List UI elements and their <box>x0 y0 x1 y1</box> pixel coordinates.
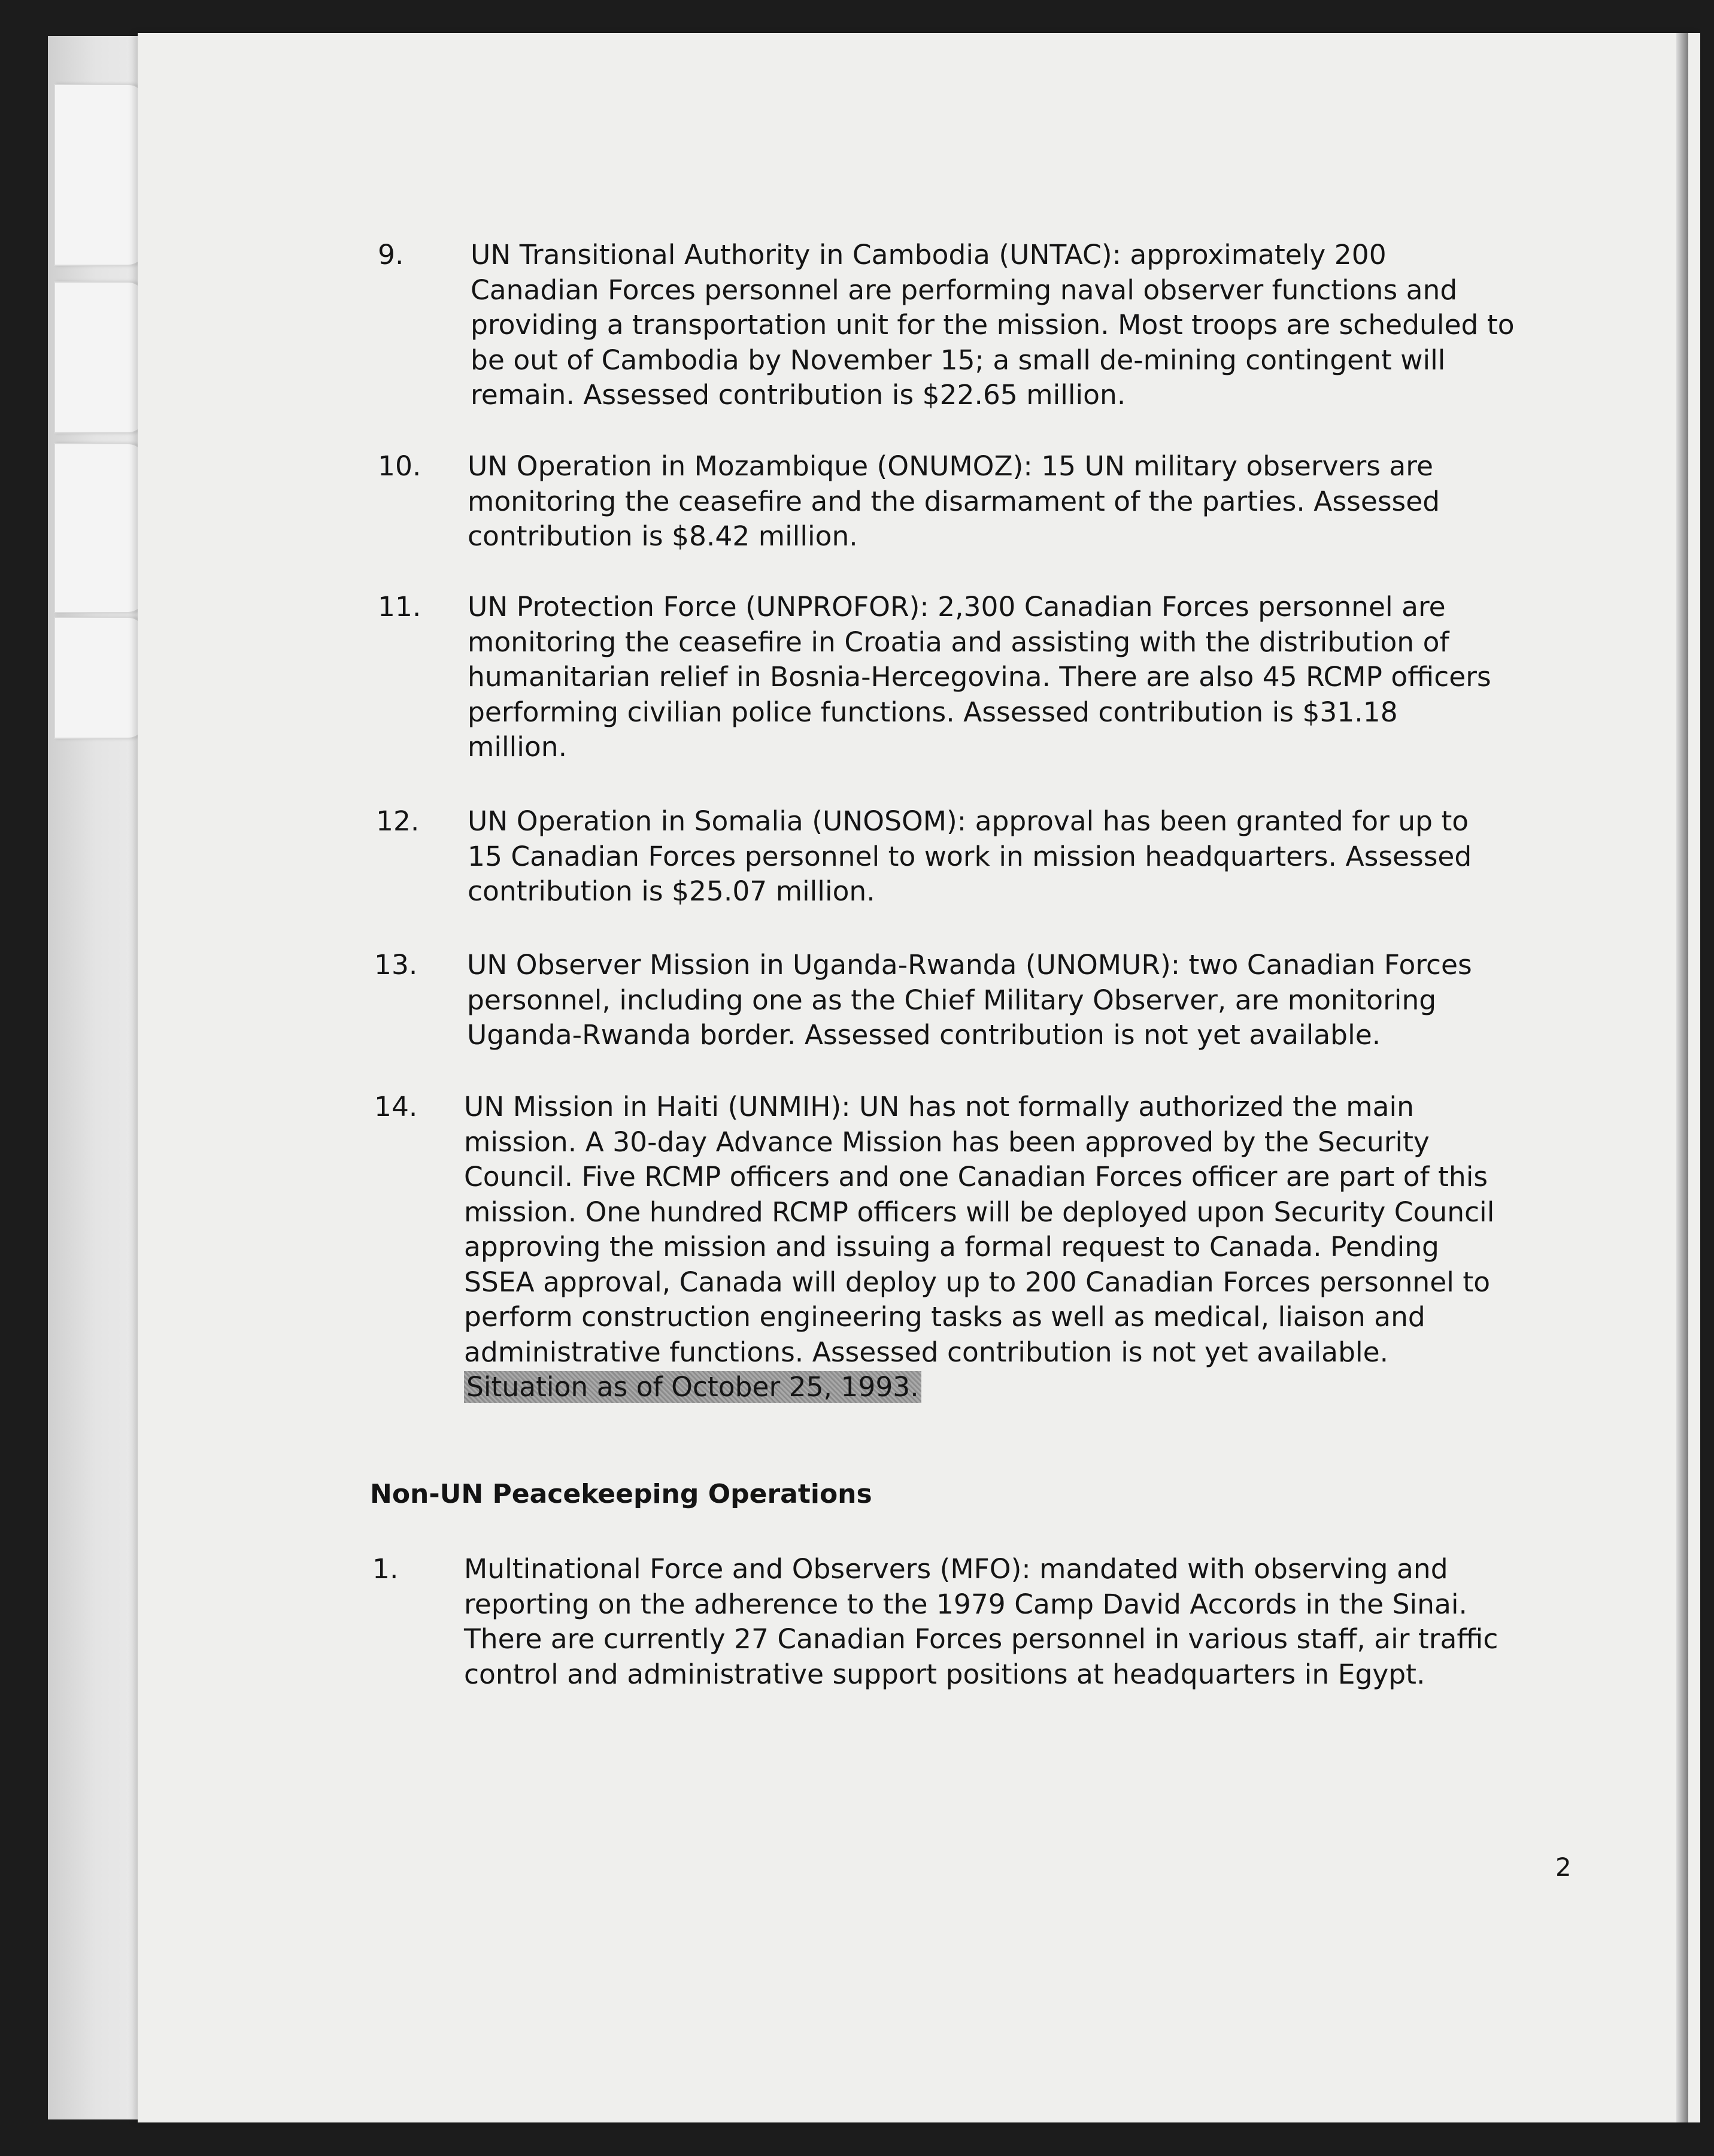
text-line: providing a transportation unit for the mission. Most troops are scheduled to <box>471 309 1515 341</box>
text-line: million. <box>468 731 568 763</box>
text-line: control and administrative support positions at headquarters in Egypt. <box>464 1658 1425 1690</box>
item-number: 13. <box>374 949 418 981</box>
text-line: UN Transitional Authority in Cambodia (UNTAC): approximately 200 <box>471 239 1387 271</box>
item-text <box>464 1552 1601 1692</box>
text-line: personnel, including one as the Chief Military Observer, are monitoring <box>467 984 1437 1016</box>
text-line: UN Mission in Haiti (UNMIH): UN has not formally authorized the main <box>464 1091 1414 1123</box>
text-line: perform construction engineering tasks as well as medical, liaison and <box>464 1301 1425 1333</box>
text-line: SSEA approval, Canada will deploy up to 200 Canadian Forces personnel to <box>464 1266 1491 1298</box>
text-line: mission. One hundred RCMP officers will be deployed upon Security Council <box>464 1196 1495 1228</box>
text-line: Canadian Forces personnel are performing naval observer functions and <box>471 274 1458 306</box>
text-line <box>464 1370 1601 1405</box>
item-text <box>468 590 1605 765</box>
text-line: UN Operation in Somalia (UNOSOM): approval has been granted for up to <box>468 805 1469 837</box>
text-line: There are currently 27 Canadian Forces personnel in various staff, air traffic <box>464 1623 1498 1655</box>
item-number: 12. <box>376 805 420 837</box>
text-line: humanitarian relief in Bosnia-Hercegovina. There are also 45 RCMP officers <box>468 661 1491 693</box>
text-line: Multinational Force and Observers (MFO): mandated with observing and <box>464 1553 1448 1585</box>
text-line: UN Protection Force (UNPROFOR): 2,300 Canadian Forces personnel are <box>468 591 1446 623</box>
item-text <box>468 804 1605 909</box>
text-line: approving the mission and issuing a formal request to Canada. Pending <box>464 1231 1439 1263</box>
text-line: be out of Cambodia by November 15; a small de-mining contingent will <box>471 344 1446 376</box>
text-line: contribution is $25.07 million. <box>468 875 875 907</box>
item-text <box>467 948 1604 1053</box>
text-line: remain. Assessed contribution is $22.65 million. <box>471 379 1126 411</box>
item-text <box>471 238 1608 413</box>
item-number: 10. <box>378 450 421 482</box>
text-line: mission. A 30-day Advance Mission has been approved by the Security <box>464 1126 1430 1158</box>
item-text <box>468 449 1605 554</box>
text-line: monitoring the ceasefire in Croatia and assisting with the distribution of <box>468 626 1449 658</box>
text-line: Council. Five RCMP officers and one Canadian Forces officer are part of this <box>464 1161 1488 1193</box>
text-line: performing civilian police functions. Assessed contribution is $31.18 <box>468 696 1398 728</box>
text-line: UN Observer Mission in Uganda-Rwanda (UNOMUR): two Canadian Forces <box>467 949 1472 981</box>
text-line: Uganda-Rwanda border. Assessed contribution is not yet available. <box>467 1019 1381 1051</box>
section-heading: Non-UN Peacekeeping Operations <box>370 1479 872 1509</box>
item-number: 1. <box>372 1553 399 1585</box>
text-line: monitoring the ceasefire and the disarmament of the parties. Assessed <box>468 485 1440 517</box>
text-line: administrative functions. Assessed contribution is not yet available. <box>464 1336 1389 1368</box>
highlighted-date-note: Situation as of October 25, 1993. <box>464 1371 921 1403</box>
text-line: UN Operation in Mozambique (ONUMOZ): 15 UN military observers are <box>468 450 1433 482</box>
item-text <box>464 1090 1601 1405</box>
page-number: 2 <box>1555 1852 1572 1882</box>
text-line: contribution is $8.42 million. <box>468 520 858 552</box>
text-line: 15 Canadian Forces personnel to work in mission headquarters. Assessed <box>468 840 1472 872</box>
item-number: 11. <box>378 591 421 623</box>
text-line: reporting on the adherence to the 1979 Camp David Accords in the Sinai. <box>464 1588 1467 1620</box>
item-number: 9. <box>378 239 404 271</box>
item-number: 14. <box>374 1091 418 1123</box>
